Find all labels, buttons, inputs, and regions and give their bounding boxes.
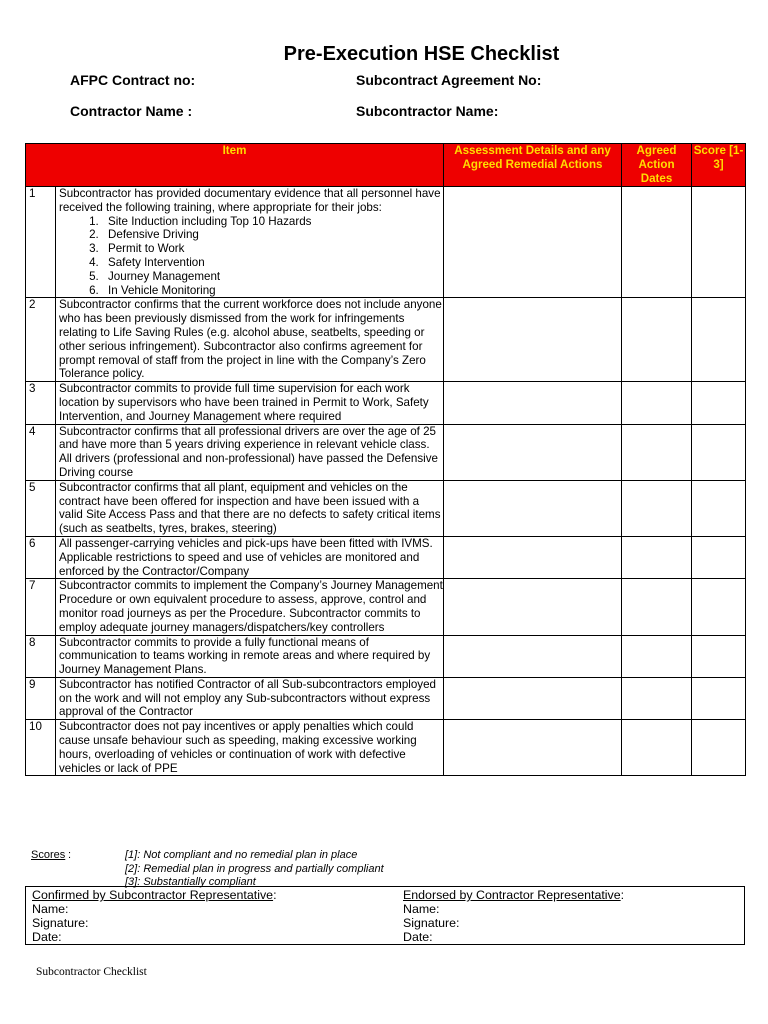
item-number: 9 [26,677,56,719]
action-date-cell[interactable] [622,298,692,382]
item-number: 6 [26,536,56,578]
table-row [26,677,746,719]
item-number: 5 [26,480,56,536]
score-level-3: [3]: Substantially compliant [125,876,256,888]
contractor-name-label: Contractor Name : [70,103,193,119]
document-title: Pre-Execution HSE Checklist [283,43,560,65]
item-number: 10 [26,720,56,776]
item-text: Subcontractor does not pay incentives or apply penalties which could cause unsafe behaviour such as speeding, making excessive working hours, overloading of vehicles or continuation of work with defective vehicles or lack of PPE [56,720,444,776]
table-row [26,635,746,677]
scores-levels [125,849,445,890]
item-text: Subcontractor confirms that all professional drivers are over the age of 25 and have more than 5 years driving experience in relevant vehicle class. All drivers (professional and non-professional) have passed the Defensive Driving course [56,424,444,480]
assessment-cell[interactable] [444,298,622,382]
table-row [26,579,746,635]
contractor-rep-title [403,888,624,902]
action-date-cell[interactable] [622,635,692,677]
list-item: 5. Journey Management [102,270,443,284]
subcontract-agreement-label: Subcontract Agreement No: [356,72,542,88]
col-header-score: Score [1-3] [692,144,746,187]
table-row [26,536,746,578]
col-header-assessment: Assessment Details and any Agreed Remedial Actions [444,144,622,187]
score-cell[interactable] [692,677,746,719]
subcontractor-rep-title [32,888,277,902]
action-date-cell[interactable] [622,480,692,536]
list-item: 6. In Vehicle Monitoring [102,284,443,298]
item-text: Subcontractor has notified Contractor of all Sub-subcontractors employed on the work and will not employ any Sub-subcontractors without express approval of the Contractor [56,677,444,719]
name-field[interactable]: Name: [32,902,69,916]
action-date-cell[interactable] [622,424,692,480]
item-text: Subcontractor confirms that the current workforce does not include anyone who has been previously dismissed from the work for infringements relating to Life Saving Rules (e.g. alcohol abuse, seatbelts, speeding or other serious infringement). Subcontractor also confirms agreement for prompt removal of staff from the project in line with the Company’s Zero Tolerance policy. [56,298,444,382]
assessment-cell[interactable] [444,480,622,536]
score-cell[interactable] [692,187,746,298]
name-field[interactable]: Name: [403,902,440,916]
item-number: 1 [26,187,56,298]
contractor-signoff [403,888,624,944]
item-description: Subcontractor has provided documentary evidence that all personnel have received the following training, where appropriate for their jobs: [59,187,441,214]
assessment-cell[interactable] [444,579,622,635]
item-text: Subcontractor confirms that all plant, equipment and vehicles on the contract have been offered for inspection and have been issued with a valid Site Access Pass and that there are no defects to safety critical items (such as seatbelts, tyres, brakes, steering) [56,480,444,536]
assessment-cell[interactable] [444,635,622,677]
date-field[interactable]: Date: [32,930,62,944]
score-level-1: [1]: Not compliant and no remedial plan in place [125,849,358,861]
signature-field[interactable]: Signature: [403,916,460,930]
score-cell[interactable] [692,579,746,635]
checklist-table [25,143,746,776]
assessment-cell[interactable] [444,187,622,298]
table-row [26,480,746,536]
col-header-item: Item [26,144,444,187]
list-item: 1. Site Induction including Top 10 Hazards [102,215,443,229]
item-number: 2 [26,298,56,382]
assessment-cell[interactable] [444,536,622,578]
score-cell[interactable] [692,720,746,776]
subcontractor-name-label: Subcontractor Name: [356,103,499,119]
item-number: 3 [26,382,56,424]
table-row [26,187,746,298]
item-text [56,187,444,298]
signature-field[interactable]: Signature: [32,916,89,930]
table-row [26,424,746,480]
assessment-cell[interactable] [444,677,622,719]
score-cell[interactable] [692,480,746,536]
assessment-cell[interactable] [444,720,622,776]
table-header-row [26,144,746,187]
score-cell[interactable] [692,536,746,578]
page-footer: Subcontractor Checklist [36,966,147,978]
list-item: 3. Permit to Work [102,242,443,256]
scores-colon: : [68,849,72,861]
item-text: Subcontractor commits to provide a fully functional means of communication to teams working in remote areas and where required by Journey Management Plans. [56,635,444,677]
list-item: 4. Safety Intervention [102,256,443,270]
action-date-cell[interactable] [622,677,692,719]
assessment-cell[interactable] [444,424,622,480]
table-row [26,298,746,382]
subcontractor-rep-title-text: Confirmed by Subcontractor Representative [32,888,274,902]
table-row [26,720,746,776]
training-list [59,215,443,298]
assessment-cell[interactable] [444,382,622,424]
subcontractor-signoff [32,888,277,944]
scores-label [31,849,65,863]
contract-no-label: AFPC Contract no: [70,72,196,88]
score-cell[interactable] [692,298,746,382]
action-date-cell[interactable] [622,382,692,424]
col-header-action-dates: Agreed Action Dates [622,144,692,187]
table-row [26,382,746,424]
date-field[interactable]: Date: [403,930,433,944]
action-date-cell[interactable] [622,579,692,635]
scores-label-text: Scores [31,849,66,861]
title-colon: : [620,888,625,902]
action-date-cell[interactable] [622,720,692,776]
action-date-cell[interactable] [622,536,692,578]
item-text: Subcontractor commits to implement the Company’s Journey Management Procedure or own equivalent procedure to assess, approve, control and monitor road journeys as per the Procedure. Subcontractor commits to employ adequate journey managers/dispatchers/key controllers [56,579,444,635]
item-text: All passenger-carrying vehicles and pick-ups have been fitted with IVMS. Applicable restrictions to speed and use of vehicles are monitored and enforced by the Contractor/Company [56,536,444,578]
title-colon: : [273,888,277,902]
item-number: 7 [26,579,56,635]
contractor-rep-title-text: Endorsed by Contractor Representative [403,888,621,902]
score-cell[interactable] [692,424,746,480]
score-cell[interactable] [692,382,746,424]
item-number: 4 [26,424,56,480]
action-date-cell[interactable] [622,187,692,298]
item-text: Subcontractor commits to provide full time supervision for each work location by supervisors who have been trained in Permit to Work, Safety Intervention, and Journey Management where required [56,382,444,424]
item-number: 8 [26,635,56,677]
score-level-2: [2]: Remedial plan in progress and partially compliant [125,862,384,875]
score-cell[interactable] [692,635,746,677]
confirmation-box [25,886,745,945]
list-item: 2. Defensive Driving [102,228,443,242]
